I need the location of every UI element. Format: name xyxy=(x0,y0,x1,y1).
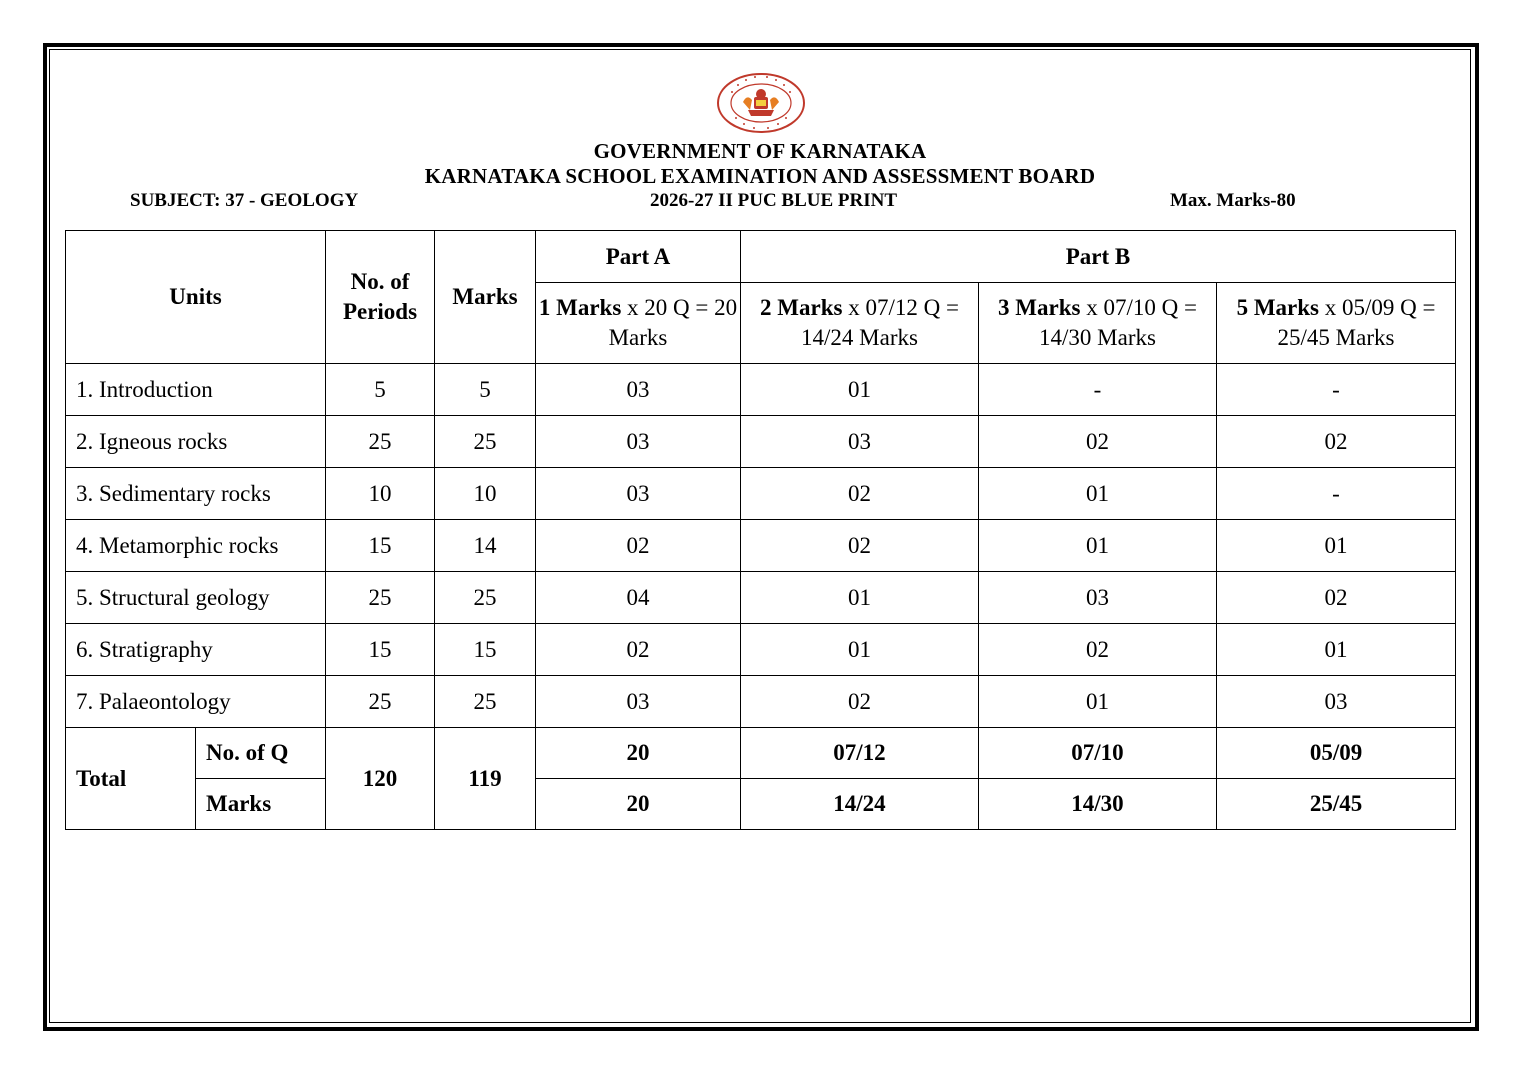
unit-name: 2. Igneous rocks xyxy=(66,416,326,468)
five-mark-cell: 01 xyxy=(1217,520,1456,572)
marks-cell: 25 xyxy=(435,416,536,468)
three-mark-cell: - xyxy=(979,364,1217,416)
total-mk-five-mark: 25/45 xyxy=(1217,779,1456,830)
total-noq-one-mark: 20 xyxy=(536,728,741,779)
part-b-header: Part B xyxy=(741,231,1456,283)
table-row xyxy=(66,676,1456,728)
blueprint-label: 2026-27 II PUC BLUE PRINT xyxy=(650,190,898,211)
table-row xyxy=(66,468,1456,520)
marks-cell: 5 xyxy=(435,364,536,416)
total-row-questions xyxy=(66,728,1456,779)
total-marks-label: Marks xyxy=(196,779,326,830)
periods-cell: 15 xyxy=(326,624,435,676)
one-mark-cell: 03 xyxy=(536,416,741,468)
two-mark-cell: 02 xyxy=(741,676,979,728)
one-mark-cell: 03 xyxy=(536,364,741,416)
unit-name: 4. Metamorphic rocks xyxy=(66,520,326,572)
karnataka-emblem-icon xyxy=(716,72,806,134)
periods-header-text: No. of Periods xyxy=(342,269,418,324)
three-mark-cell: 01 xyxy=(979,468,1217,520)
unit-name: 5. Structural geology xyxy=(66,572,326,624)
two-mark-header xyxy=(741,283,979,364)
periods-cell: 25 xyxy=(326,676,435,728)
max-marks-label: Max. Marks-80 xyxy=(1170,190,1296,211)
one-mark-cell: 02 xyxy=(536,520,741,572)
table-row xyxy=(66,416,1456,468)
two-mark-cell: 01 xyxy=(741,572,979,624)
three-mark-bold: 3 Marks xyxy=(998,295,1081,320)
total-noq-two-mark: 07/12 xyxy=(741,728,979,779)
total-marks: 119 xyxy=(435,728,536,830)
blueprint-table xyxy=(65,230,1456,830)
periods-cell: 5 xyxy=(326,364,435,416)
two-mark-bold: 2 Marks xyxy=(760,295,843,320)
five-mark-cell: 02 xyxy=(1217,572,1456,624)
one-mark-cell: 02 xyxy=(536,624,741,676)
part-a-header: Part A xyxy=(536,231,741,283)
three-mark-cell: 03 xyxy=(979,572,1217,624)
three-mark-cell: 02 xyxy=(979,416,1217,468)
two-mark-rest: x 07/12 Q = 14/24 Marks xyxy=(801,295,959,350)
three-mark-cell: 01 xyxy=(979,520,1217,572)
unit-name: 7. Palaeontology xyxy=(66,676,326,728)
table-row xyxy=(66,520,1456,572)
total-periods: 120 xyxy=(326,728,435,830)
five-mark-bold: 5 Marks xyxy=(1236,295,1319,320)
table-row xyxy=(66,364,1456,416)
one-mark-rest: x 20 Q = 20 Marks xyxy=(608,295,738,350)
header-row xyxy=(66,231,1456,283)
five-mark-rest: x 05/09 Q = 25/45 Marks xyxy=(1277,295,1436,350)
one-mark-bold: 1 Marks xyxy=(538,295,622,320)
periods-cell: 15 xyxy=(326,520,435,572)
five-mark-header xyxy=(1217,283,1456,364)
unit-name: 3. Sedimentary rocks xyxy=(66,468,326,520)
three-mark-cell: 01 xyxy=(979,676,1217,728)
total-label: Total xyxy=(66,728,196,830)
five-mark-cell: - xyxy=(1217,468,1456,520)
unit-name: 1. Introduction xyxy=(66,364,326,416)
subject-label: SUBJECT: 37 - GEOLOGY xyxy=(130,190,359,211)
two-mark-cell: 02 xyxy=(741,520,979,572)
five-mark-cell: 03 xyxy=(1217,676,1456,728)
total-mk-two-mark: 14/24 xyxy=(741,779,979,830)
one-mark-cell: 04 xyxy=(536,572,741,624)
periods-cell: 25 xyxy=(326,416,435,468)
periods-cell: 10 xyxy=(326,468,435,520)
total-noq-five-mark: 05/09 xyxy=(1217,728,1456,779)
total-mk-one-mark: 20 xyxy=(536,779,741,830)
total-noq-label: No. of Q xyxy=(196,728,326,779)
total-noq-three-mark: 07/10 xyxy=(979,728,1217,779)
table-row xyxy=(66,572,1456,624)
total-mk-three-mark: 14/30 xyxy=(979,779,1217,830)
three-mark-rest: x 07/10 Q = 14/30 Marks xyxy=(1039,295,1197,350)
three-mark-cell: 02 xyxy=(979,624,1217,676)
unit-name: 6. Stratigraphy xyxy=(66,624,326,676)
periods-header xyxy=(326,231,435,364)
three-mark-header xyxy=(979,283,1217,364)
two-mark-cell: 02 xyxy=(741,468,979,520)
two-mark-cell: 01 xyxy=(741,624,979,676)
marks-cell: 10 xyxy=(435,468,536,520)
title-board: KARNATAKA SCHOOL EXAMINATION AND ASSESSMENT BOARD xyxy=(424,164,1096,188)
marks-cell: 14 xyxy=(435,520,536,572)
one-mark-header xyxy=(536,283,741,364)
one-mark-cell: 03 xyxy=(536,676,741,728)
periods-cell: 25 xyxy=(326,572,435,624)
marks-cell: 15 xyxy=(435,624,536,676)
five-mark-cell: 02 xyxy=(1217,416,1456,468)
marks-cell: 25 xyxy=(435,572,536,624)
five-mark-cell: - xyxy=(1217,364,1456,416)
total-row-marks xyxy=(66,779,1456,830)
marks-cell: 25 xyxy=(435,676,536,728)
five-mark-cell: 01 xyxy=(1217,624,1456,676)
table-row xyxy=(66,624,1456,676)
units-header: Units xyxy=(66,231,326,364)
title-government: GOVERNMENT OF KARNATAKA xyxy=(593,139,927,163)
marks-header: Marks xyxy=(435,231,536,364)
two-mark-cell: 01 xyxy=(741,364,979,416)
one-mark-cell: 03 xyxy=(536,468,741,520)
two-mark-cell: 03 xyxy=(741,416,979,468)
